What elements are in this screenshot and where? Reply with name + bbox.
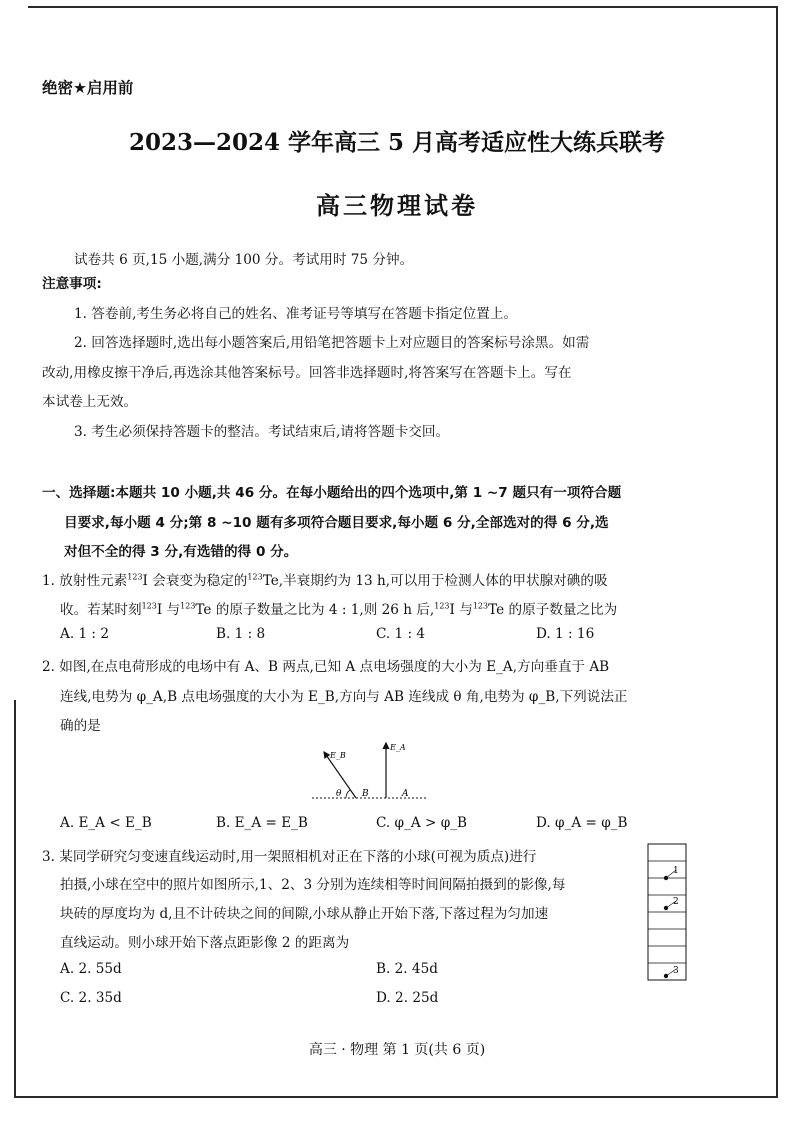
q2-field-diagram (306, 738, 436, 808)
q2-option-d: D. φ_A = φ_B (536, 815, 628, 831)
q1-option-b: B. 1 : 8 (216, 626, 266, 642)
subject-title: 高三物理试卷 (316, 192, 478, 220)
confidential-label: 绝密★启用前 (42, 79, 134, 97)
page-footer: 高三 · 物理 第 1 页(共 6 页) (308, 1042, 486, 1058)
q2-option-a: A. E_A < E_B (60, 815, 152, 831)
scan-border-bottom (14, 1096, 778, 1098)
point-a-label: A (402, 789, 409, 799)
q3-line4: 直线运动。则小球开始下落点距影像 2 的距离为 (60, 935, 350, 951)
exam-intro: 试卷共 6 页,15 小题,满分 100 分。考试用时 75 分钟。 (74, 252, 414, 268)
q2-line1: 2. 如图,在点电荷形成的电场中有 A、B 两点,已知 A 点电场强度的大小为 E_A,方向垂直于 AB (42, 659, 610, 675)
notice-item-1: 1. 答卷前,考生务必将自己的姓名、准考证号等填写在答题卡指定位置上。 (74, 306, 518, 322)
q1-option-c: C. 1 : 4 (376, 626, 426, 642)
q1-option-d: D. 1 : 16 (536, 626, 595, 642)
q3-line3: 块砖的厚度均为 d,且不计砖块之间的间隙,小球从静止开始下落,下落过程为匀加速 (60, 906, 549, 922)
ball-label-2: 2 (673, 897, 679, 907)
section1-line2: 目要求,每小题 4 分;第 8 ~10 题有多项符合题目要求,每小题 6 分,全部选对的得 6 分,选 (64, 515, 609, 531)
section1-line1: 一、选择题:本题共 10 小题,共 46 分。在每小题给出的四个选项中,第 1 ~7 题只有一项符合题 (42, 485, 622, 501)
q3-option-a: A. 2. 55d (60, 961, 122, 977)
notice-item-3: 3. 考生必须保持答题卡的整洁。考试结束后,请将答题卡交回。 (74, 424, 450, 440)
point-b-label: B (362, 789, 369, 799)
q3-option-d: D. 2. 25d (376, 990, 439, 1006)
q3-line1: 3. 某同学研究匀变速直线运动时,用一架照相机对正在下落的小球(可视为质点)进行 (42, 849, 537, 865)
theta-arc (346, 790, 350, 798)
q1-line2: 收。若某时刻$^{123}$I 与$^{123}$Te 的原子数量之比为 4 : 1,则 26 h 后,$^{123}$I 与$^{123}$Te 的原子数量之比为 (60, 601, 618, 618)
q3-line2: 拍摄,小球在空中的照片如图所示,1、2、3 分别为连续相等时间间隔拍摄到的影像,每 (60, 877, 566, 893)
q3-option-c: C. 2. 35d (60, 990, 122, 1006)
q2-option-c: C. φ_A > φ_B (376, 815, 468, 831)
q2-line3: 确的是 (60, 718, 101, 734)
q1-option-a: A. 1 : 2 (60, 626, 109, 642)
q1-line1: 1. 放射性元素$^{123}$I 会衰变为稳定的$^{123}$Te,半衰期约为 13 h,可以用于检测人体的甲状腺对碘的吸 (42, 572, 608, 589)
q3-brick-photo-figure (646, 842, 690, 984)
notice-heading: 注意事项: (42, 276, 102, 292)
section1-line3: 对但不全的得 3 分,有选错的得 0 分。 (64, 544, 298, 560)
notice-item-2-line1: 2. 回答选择题时,选出每小题答案后,用铅笔把答题卡上对应题目的答案标号涂黑。如需 (74, 335, 590, 351)
q2-line2: 连线,电势为 φ_A,B 点电场强度的大小为 E_B,方向与 AB 连线成 θ 角,电势为 φ_B,下列说法正 (60, 689, 628, 705)
exam-title: 2023—2024 学年高三 5 月高考适应性大练兵联考 (128, 129, 666, 156)
ball-label-3: 3 (673, 966, 679, 976)
theta-label: θ (336, 789, 342, 799)
q2-option-b: B. E_A = E_B (216, 815, 308, 831)
ea-label: E_A (390, 743, 406, 752)
ball-label-1: 1 (673, 866, 679, 876)
notice-item-2-line3: 本试卷上无效。 (42, 394, 138, 410)
q3-option-b: B. 2. 45d (376, 961, 438, 977)
notice-item-2-line2: 改动,用橡皮擦干净后,再选涂其他答案标号。回答非选择题时,将答案写在答题卡上。写在 (42, 365, 572, 381)
scan-border-right (776, 6, 778, 1098)
eb-label: E_B (330, 751, 346, 760)
scan-border-top (28, 6, 778, 8)
